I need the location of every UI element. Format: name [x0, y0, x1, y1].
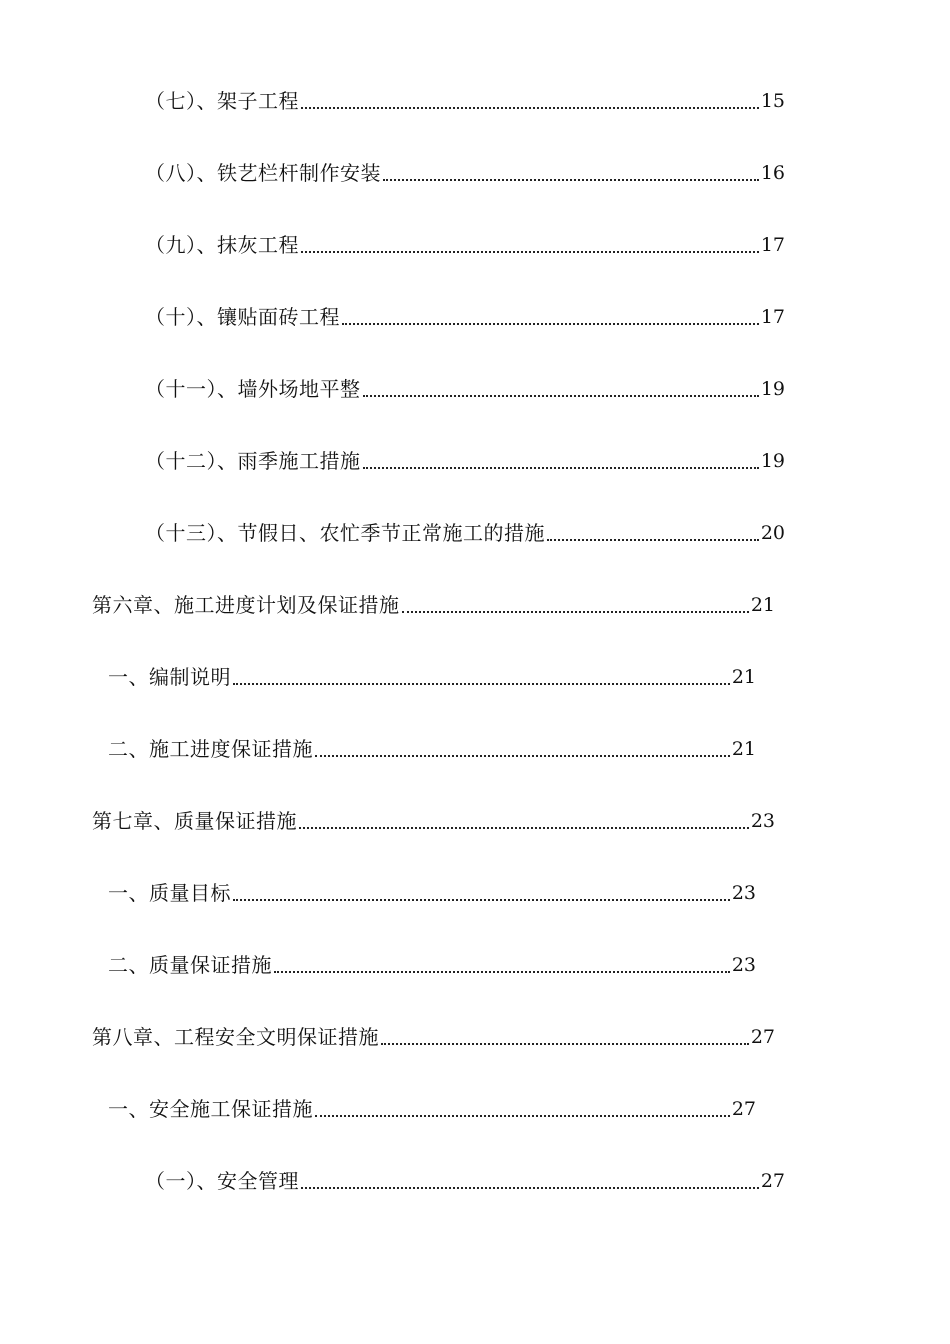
toc-entry-page: 19 — [760, 450, 785, 472]
dot-leader — [299, 827, 749, 829]
toc-entry-label: （十二）、雨季施工措施 — [145, 449, 361, 473]
dot-leader — [342, 323, 759, 325]
toc-entry-label: 第七章、质量保证措施 — [92, 809, 297, 833]
toc-entry-quality-goal[interactable] — [108, 878, 756, 908]
toc-entry-schedule-guarantee[interactable] — [108, 734, 756, 764]
toc-entry-chapter-8[interactable] — [92, 1022, 775, 1052]
toc-entry-page: 20 — [760, 522, 785, 544]
toc-entry-chapter-7[interactable] — [92, 806, 775, 836]
toc-entry-page: 27 — [750, 1026, 775, 1048]
toc-entry-rainy-season[interactable] — [145, 446, 785, 476]
toc-entry-compilation-notes[interactable] — [108, 662, 756, 692]
toc-entry-chapter-6[interactable] — [92, 590, 775, 620]
toc-entry-label: （十一）、墙外场地平整 — [145, 377, 361, 401]
dot-leader — [315, 755, 730, 757]
dot-leader — [383, 179, 759, 181]
toc-entry-holiday-measures[interactable] — [145, 518, 785, 548]
dot-leader — [301, 1187, 759, 1189]
toc-entry-label: （一）、安全管理 — [145, 1169, 299, 1193]
toc-entry-page: 27 — [731, 1098, 756, 1120]
toc-entry-page: 17 — [760, 306, 785, 328]
toc-entry-label: 第八章、工程安全文明保证措施 — [92, 1025, 379, 1049]
toc-entry-label: 一、质量目标 — [108, 881, 231, 905]
dot-leader — [315, 1115, 730, 1117]
toc-entry-label: （十）、镶贴面砖工程 — [145, 305, 340, 329]
dot-leader — [301, 107, 759, 109]
toc-entry-page: 21 — [731, 666, 756, 688]
toc-entry-page: 23 — [731, 954, 756, 976]
toc-entry-page: 19 — [760, 378, 785, 400]
toc-entry-page: 27 — [760, 1170, 785, 1192]
toc-entry-safety-management[interactable] — [145, 1166, 785, 1196]
toc-entry-site-leveling[interactable] — [145, 374, 785, 404]
dot-leader — [381, 1043, 749, 1045]
toc-entry-label: （九）、抹灰工程 — [145, 233, 299, 257]
toc-entry-label: 二、施工进度保证措施 — [108, 737, 313, 761]
toc-entry-label: 二、质量保证措施 — [108, 953, 272, 977]
toc-entry-safety-construction[interactable] — [108, 1094, 756, 1124]
dot-leader — [402, 611, 749, 613]
toc-entry-scaffolding[interactable] — [145, 86, 785, 116]
toc-entry-tiling[interactable] — [145, 302, 785, 332]
dot-leader — [274, 971, 730, 973]
toc-entry-page: 17 — [760, 234, 785, 256]
toc-entry-page: 23 — [731, 882, 756, 904]
toc-entry-label: （七）、架子工程 — [145, 89, 299, 113]
dot-leader — [233, 683, 730, 685]
toc-entry-label: 一、编制说明 — [108, 665, 231, 689]
toc-entry-page: 21 — [750, 594, 775, 616]
toc-entry-label: （十三）、节假日、农忙季节正常施工的措施 — [145, 521, 545, 545]
toc-entry-iron-railing[interactable] — [145, 158, 785, 188]
dot-leader — [547, 539, 759, 541]
toc-entry-label: 一、安全施工保证措施 — [108, 1097, 313, 1121]
toc-entry-quality-guarantee[interactable] — [108, 950, 756, 980]
toc-entry-page: 21 — [731, 738, 756, 760]
dot-leader — [301, 251, 759, 253]
toc-entry-page: 16 — [760, 162, 785, 184]
toc-entry-page: 23 — [750, 810, 775, 832]
dot-leader — [363, 467, 759, 469]
toc-entry-plastering[interactable] — [145, 230, 785, 260]
dot-leader — [363, 395, 759, 397]
toc-entry-label: 第六章、施工进度计划及保证措施 — [92, 593, 400, 617]
dot-leader — [233, 899, 730, 901]
toc-entry-page: 15 — [760, 90, 785, 112]
toc-entry-label: （八）、铁艺栏杆制作安装 — [145, 161, 381, 185]
